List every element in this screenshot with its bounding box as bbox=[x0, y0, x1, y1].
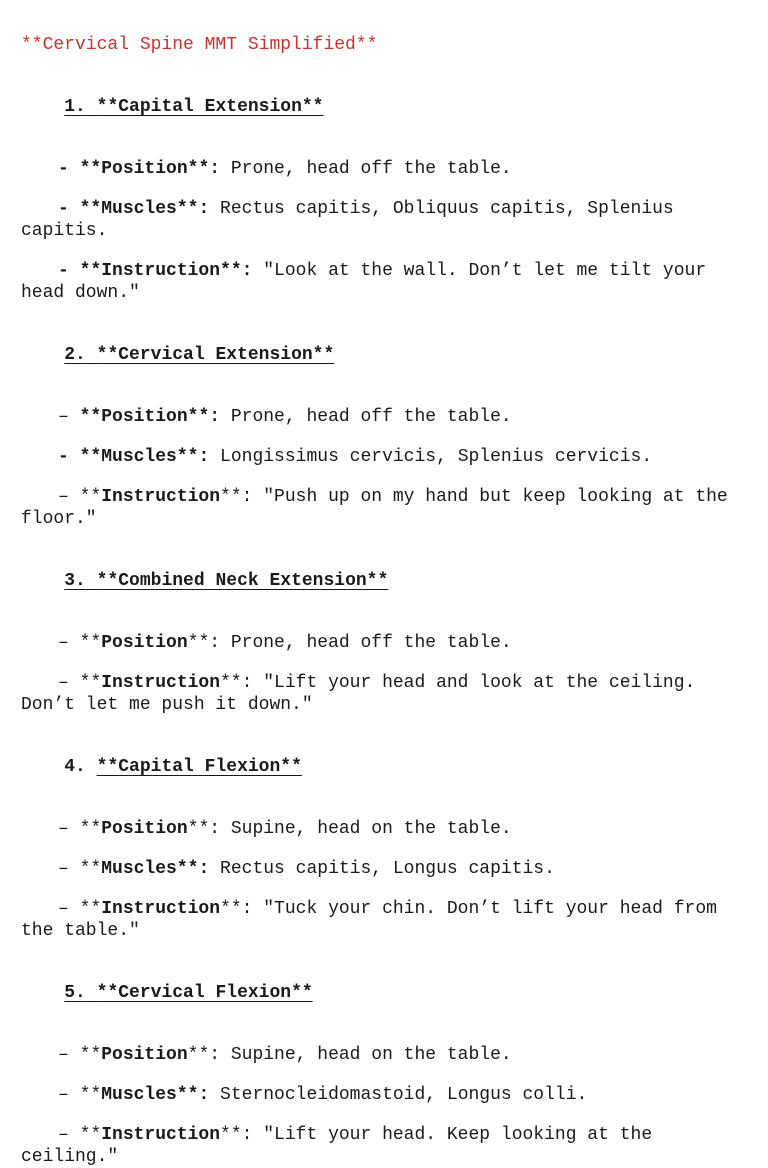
section-name: **Capital Flexion** bbox=[96, 757, 302, 777]
item-marker: ** bbox=[79, 199, 102, 219]
item-marker: ** bbox=[79, 673, 102, 693]
item-marker: ** bbox=[79, 407, 102, 427]
item-label: Muscles bbox=[101, 859, 177, 879]
item-marker: **: bbox=[176, 199, 210, 219]
item-marker: **: bbox=[187, 819, 221, 839]
item-label: Instruction bbox=[101, 899, 221, 919]
list-item-muscles bbox=[21, 858, 747, 880]
list-item-position bbox=[21, 1044, 747, 1066]
item-marker: **: bbox=[176, 447, 210, 467]
item-label: Instruction bbox=[101, 487, 221, 507]
list-item-instruction bbox=[21, 672, 747, 716]
item-marker: ** bbox=[79, 1125, 102, 1145]
section-number: 2. bbox=[64, 345, 86, 365]
section-heading-cervical-extension bbox=[21, 322, 747, 388]
section-number: 3. bbox=[64, 571, 86, 591]
item-text: Rectus capitis, Longus capitis. bbox=[209, 859, 555, 879]
item-label: Muscles bbox=[101, 447, 177, 467]
item-dash: – bbox=[58, 407, 80, 427]
item-marker: **: bbox=[220, 261, 253, 281]
item-marker: **: bbox=[220, 899, 253, 919]
item-text: Supine, head on the table. bbox=[220, 819, 512, 839]
section-heading-capital-extension bbox=[21, 74, 747, 140]
item-text: Prone, head off the table. bbox=[220, 407, 512, 427]
item-dash: – bbox=[58, 819, 80, 839]
item-marker: ** bbox=[79, 487, 102, 507]
item-dash: - bbox=[58, 447, 80, 467]
item-text: Prone, head off the table. bbox=[220, 633, 512, 653]
section-name: **Cervical Flexion** bbox=[96, 983, 313, 1003]
item-dash: – bbox=[58, 859, 80, 879]
item-marker: **: bbox=[220, 673, 253, 693]
list-item-instruction bbox=[21, 1124, 747, 1168]
item-label: Position bbox=[101, 407, 188, 427]
item-text: "Lift your head. Keep looking at the ceiling." bbox=[21, 1125, 653, 1167]
section-name: **Cervical Extension** bbox=[96, 345, 335, 365]
item-dash: - bbox=[58, 261, 80, 281]
section-number: 5. bbox=[64, 983, 86, 1003]
item-dash: - bbox=[58, 199, 80, 219]
list-item-muscles bbox=[21, 1084, 747, 1106]
item-dash: - bbox=[58, 159, 80, 179]
item-marker: ** bbox=[79, 633, 102, 653]
item-label: Position bbox=[101, 159, 188, 179]
item-text: "Push up on my hand but keep looking at the floor." bbox=[21, 487, 728, 529]
item-marker: ** bbox=[79, 447, 102, 467]
item-marker: **: bbox=[187, 1045, 221, 1065]
section-heading-combined-neck-extension bbox=[21, 548, 747, 614]
item-label: Instruction bbox=[101, 261, 221, 281]
item-label: Muscles bbox=[101, 1085, 177, 1105]
section-name: **Capital Extension** bbox=[96, 97, 324, 117]
item-marker: ** bbox=[79, 899, 102, 919]
item-label: Position bbox=[101, 1045, 188, 1065]
item-dash: – bbox=[58, 1085, 80, 1105]
item-text: "Tuck your chin. Don’t lift your head from the table." bbox=[21, 899, 717, 941]
item-marker: **: bbox=[220, 1125, 253, 1145]
item-text: "Lift your head and look at the ceiling. Don’t let me push it down." bbox=[21, 673, 696, 715]
list-item-muscles bbox=[21, 446, 747, 468]
item-marker: **: bbox=[187, 407, 221, 427]
list-item-position bbox=[21, 818, 747, 840]
item-marker: **: bbox=[176, 1085, 210, 1105]
item-marker: **: bbox=[176, 859, 210, 879]
item-text: "Look at the wall. Don’t let me tilt your head down." bbox=[21, 261, 707, 303]
section-number: 4. bbox=[64, 757, 86, 777]
item-dash: – bbox=[58, 487, 80, 507]
list-item-position bbox=[21, 406, 747, 428]
item-label: Position bbox=[101, 819, 188, 839]
item-dash: – bbox=[58, 673, 80, 693]
item-label: Instruction bbox=[101, 1125, 221, 1145]
section-name: **Combined Neck Extension** bbox=[96, 571, 389, 591]
item-marker: ** bbox=[79, 1045, 102, 1065]
section-heading-cervical-flexion bbox=[21, 960, 747, 1026]
section-number: 1. bbox=[64, 97, 86, 117]
item-dash: – bbox=[58, 633, 80, 653]
list-item-position bbox=[21, 158, 747, 180]
item-marker: ** bbox=[79, 1085, 102, 1105]
item-text: Supine, head on the table. bbox=[220, 1045, 512, 1065]
item-marker: **: bbox=[220, 487, 253, 507]
item-marker: ** bbox=[79, 859, 102, 879]
list-item-position bbox=[21, 632, 747, 654]
item-marker: ** bbox=[79, 261, 102, 281]
item-dash: – bbox=[58, 1125, 80, 1145]
item-dash: – bbox=[58, 1045, 80, 1065]
item-text: Prone, head off the table. bbox=[220, 159, 512, 179]
item-label: Muscles bbox=[101, 199, 177, 219]
item-label: Instruction bbox=[101, 673, 221, 693]
item-text: Rectus capitis, Obliquus capitis, Splenius capitis. bbox=[21, 199, 674, 241]
item-marker: ** bbox=[79, 159, 102, 179]
item-dash: – bbox=[58, 899, 80, 919]
item-marker: **: bbox=[187, 159, 221, 179]
list-item-instruction bbox=[21, 260, 747, 304]
item-label: Position bbox=[101, 633, 188, 653]
item-text: Longissimus cervicis, Splenius cervicis. bbox=[209, 447, 653, 467]
item-text: Sternocleidomastoid, Longus colli. bbox=[209, 1085, 588, 1105]
list-item-instruction bbox=[21, 486, 747, 530]
document-title: **Cervical Spine MMT Simplified** bbox=[21, 35, 378, 55]
list-item-muscles bbox=[21, 198, 747, 242]
section-heading-capital-flexion bbox=[21, 734, 747, 800]
item-marker: ** bbox=[79, 819, 102, 839]
list-item-instruction bbox=[21, 898, 747, 942]
item-marker: **: bbox=[187, 633, 221, 653]
